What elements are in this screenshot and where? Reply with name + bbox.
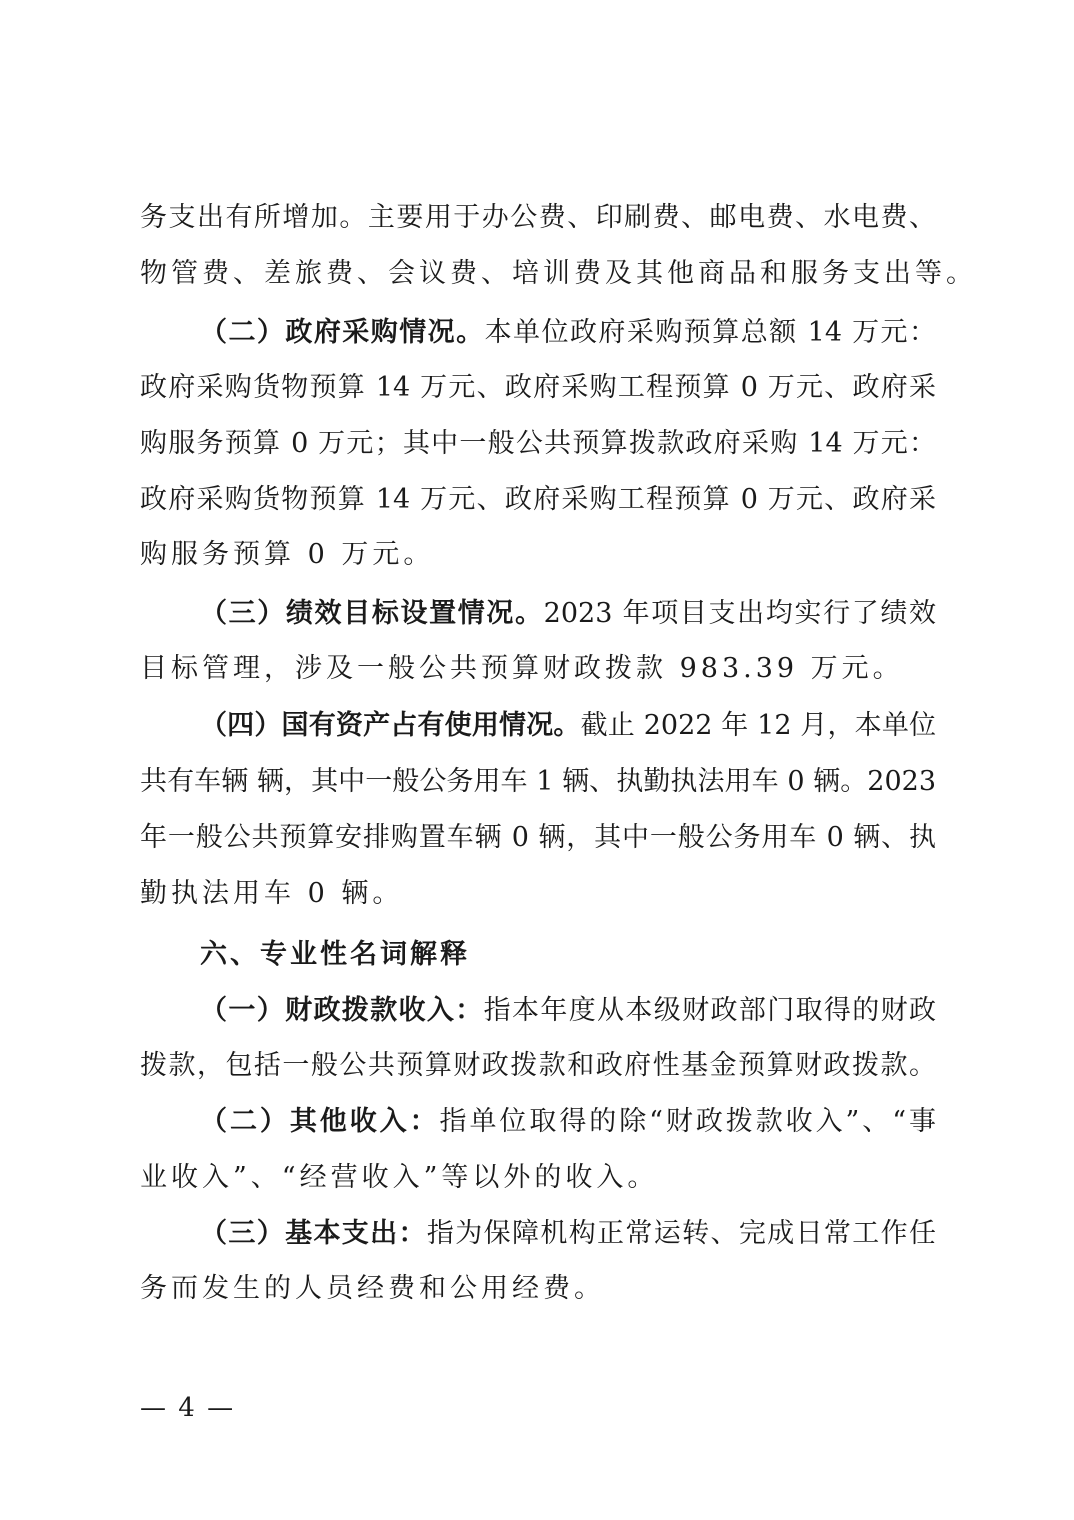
paragraph-state-assets xyxy=(200,706,936,746)
text-span: 共有车辆 辆，其中一般公务用车 1 辆、执勤执法用车 0 辆。2023 xyxy=(140,766,936,797)
paragraph-fiscal-appropriation xyxy=(200,991,936,1031)
text-line xyxy=(140,480,936,520)
term-label: （一）财政拨款收入： xyxy=(200,995,484,1026)
subheading: （二）政府采购情况。 xyxy=(200,317,485,348)
text-line xyxy=(140,1158,936,1198)
term-label: （三）基本支出： xyxy=(200,1218,427,1249)
text-line xyxy=(140,649,936,689)
text-span: 本单位政府采购预算总额 14 万元： xyxy=(484,317,936,348)
text-line xyxy=(140,198,936,238)
text-span: 购服务预算 0 万元；其中一般公共预算拨款政府采购 14 万元： xyxy=(140,428,936,459)
text-line xyxy=(140,762,936,802)
text-line xyxy=(140,1269,936,1309)
paragraph-performance-targets xyxy=(200,594,936,634)
text-span: 截止 2022 年 12 月，本单位 xyxy=(580,710,936,741)
subheading: （四）国有资产占有使用情况。 xyxy=(200,710,581,741)
text-line xyxy=(140,818,936,858)
text-span: 物管费、差旅费、会议费、培训费及其他商品和服务支出等。 xyxy=(140,258,977,289)
text-span: 政府采购货物预算 14 万元、政府采购工程预算 0 万元、政府采 xyxy=(140,372,936,403)
section-heading: 六、专业性名词解释 xyxy=(200,939,470,970)
subheading: （三）绩效目标设置情况。 xyxy=(200,598,544,629)
text-span: 目标管理，涉及一般公共预算财政拨款 983.39 万元。 xyxy=(140,653,904,684)
text-span: 指为保障机构正常运转、完成日常工作任 xyxy=(426,1218,937,1249)
text-line xyxy=(140,368,936,408)
text-span: 业收入”、“经营收入”等以外的收入。 xyxy=(140,1162,659,1193)
paragraph-other-income xyxy=(200,1102,936,1142)
text-span: 拨款，包括一般公共预算财政拨款和政府性基金预算财政拨款。 xyxy=(140,1050,936,1081)
text-line xyxy=(140,254,977,294)
text-span: 务支出有所增加。主要用于办公费、印刷费、邮电费、水电费、 xyxy=(140,202,936,233)
text-span: 指单位取得的除“财政拨款收入”、“事 xyxy=(439,1106,936,1137)
text-span: 指本年度从本级财政部门取得的财政 xyxy=(483,995,937,1026)
paragraph-government-procurement xyxy=(200,313,936,353)
text-span: 年一般公共预算安排购置车辆 0 辆，其中一般公务用车 0 辆、执 xyxy=(140,822,936,853)
term-label: （二）其他收入： xyxy=(200,1106,440,1137)
text-line xyxy=(140,424,936,464)
text-span: 务而发生的人员经费和公用经费。 xyxy=(140,1273,605,1304)
text-line xyxy=(140,874,936,914)
text-span: 购服务预算 0 万元。 xyxy=(140,539,435,570)
text-span: 2023 年项目支出均实行了绩效 xyxy=(543,598,936,629)
text-span: 勤执法用车 0 辆。 xyxy=(140,878,404,909)
page-number: — 4 — xyxy=(140,1393,236,1423)
text-span: 政府采购货物预算 14 万元、政府采购工程预算 0 万元、政府采 xyxy=(140,484,936,515)
text-line xyxy=(140,535,936,575)
text-line xyxy=(140,1046,936,1086)
paragraph-basic-expenditure xyxy=(200,1214,936,1254)
